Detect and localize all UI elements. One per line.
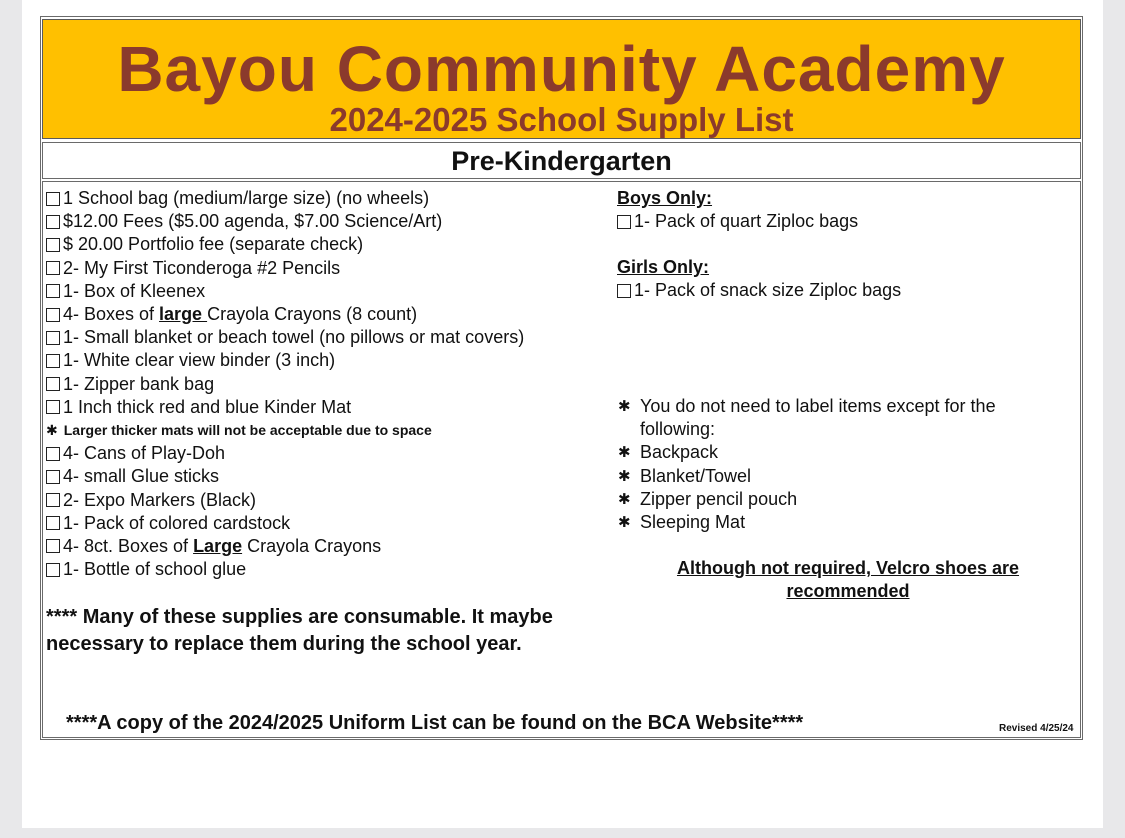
asterisk-bullet-icon: ✱ xyxy=(618,398,631,415)
supply-item-text: 2- Expo Markers (Black) xyxy=(63,489,257,510)
supply-item-label xyxy=(63,210,442,233)
asterisk-bullet-icon: ✱ xyxy=(618,444,631,462)
supply-item xyxy=(46,558,606,581)
supply-item-text: $ 20.00 Portfolio fee (separate check) xyxy=(63,234,364,255)
supply-note-text: Larger thicker mats will not be acceptable due to space xyxy=(63,421,432,438)
supply-item xyxy=(46,233,606,256)
supply-item xyxy=(46,187,606,210)
gender-specific-supplies xyxy=(617,187,1057,302)
supply-item xyxy=(46,396,606,419)
checkbox-icon xyxy=(46,331,60,345)
supply-item-text: 1- Bottle of school glue xyxy=(63,559,247,580)
grade-heading: Pre-Kindergarten xyxy=(42,142,1081,179)
supply-item-label xyxy=(63,349,335,372)
school-name: Bayou Community Academy xyxy=(117,33,1006,105)
girls-heading: Girls Only: xyxy=(617,257,710,277)
supply-item-text: Crayola Crayons xyxy=(242,535,382,556)
list-title: 2024-2025 School Supply List xyxy=(329,101,794,138)
supply-item xyxy=(46,373,606,396)
supply-item-label xyxy=(63,257,340,280)
velcro-note: Although not required, Velcro shoes are recommended xyxy=(676,558,1020,601)
boys-heading: Boys Only: xyxy=(617,188,713,208)
supply-item-label xyxy=(63,187,429,210)
supply-item xyxy=(46,535,606,558)
supply-note xyxy=(46,419,606,442)
supply-item xyxy=(46,257,606,280)
checkbox-icon xyxy=(46,400,60,414)
label-instructions xyxy=(618,395,1048,534)
supply-item-emphasis: large xyxy=(159,304,208,325)
supply-item xyxy=(46,465,606,488)
uniform-note: ****A copy of the 2024/2025 Uniform List can be found on the BCA Website**** xyxy=(66,712,804,734)
checkbox-icon xyxy=(46,308,60,322)
label-item xyxy=(618,511,1048,534)
asterisk-bullet-icon: ✱ xyxy=(46,421,58,438)
supply-item-text: 1- Pack of colored cardstock xyxy=(63,512,291,533)
supply-item-text: $12.00 Fees ($5.00 agenda, $7.00 Science/Art) xyxy=(63,211,443,232)
girls-item-label: 1- Pack of snack size Ziploc bags xyxy=(634,280,902,300)
supply-item-label xyxy=(63,512,290,535)
supply-item-label xyxy=(63,233,363,256)
supply-item-text: 1- Box of Kleenex xyxy=(63,280,206,301)
supply-item-label xyxy=(63,303,417,326)
supply-item-text: 4- 8ct. Boxes of xyxy=(63,535,194,556)
checkbox-icon xyxy=(46,539,60,553)
label-item xyxy=(618,488,1048,511)
supply-item-label xyxy=(63,326,524,349)
boys-item-label: 1- Pack of quart Ziploc bags xyxy=(634,211,859,231)
supply-item xyxy=(46,326,606,349)
label-item-text: Backpack xyxy=(640,442,719,463)
supply-item-label xyxy=(63,558,246,581)
supply-item-label xyxy=(63,280,205,303)
supply-list xyxy=(46,187,606,581)
supply-item-text: 1- Small blanket or beach towel (no pillows or mat covers) xyxy=(63,327,525,348)
supply-item xyxy=(46,488,606,511)
supply-item-text: 1- Zipper bank bag xyxy=(63,373,215,394)
supply-item-label xyxy=(63,396,351,419)
supply-item-label xyxy=(63,489,256,512)
label-item-text: Zipper pencil pouch xyxy=(640,488,798,509)
checkbox-icon xyxy=(46,215,60,229)
supply-item-text: 4- small Glue sticks xyxy=(63,466,220,487)
supply-item xyxy=(46,512,606,535)
supply-item-text: Crayola Crayons (8 count) xyxy=(207,304,418,325)
checkbox-icon xyxy=(46,377,60,391)
checkbox-icon xyxy=(46,447,60,461)
supply-item-text: 2- My First Ticonderoga #2 Pencils xyxy=(63,257,341,278)
supply-item-label xyxy=(63,373,214,396)
label-item-text: Sleeping Mat xyxy=(640,512,746,533)
supply-item xyxy=(46,303,606,326)
label-item xyxy=(618,441,1048,464)
label-intro xyxy=(618,395,1048,441)
asterisk-bullet-icon: ✱ xyxy=(618,490,631,508)
checkbox-icon xyxy=(46,516,60,530)
supply-item-label xyxy=(63,442,225,465)
boys-item xyxy=(617,210,1057,233)
checkbox-icon xyxy=(46,261,60,275)
supply-item xyxy=(46,349,606,372)
asterisk-bullet-icon: ✱ xyxy=(618,514,631,532)
checkbox-icon xyxy=(46,284,60,298)
checkbox-icon xyxy=(46,563,60,577)
consumable-note: **** Many of these supplies are consumable. It maybe necessary to replace them during the school year. xyxy=(46,606,553,655)
supply-item-text: 1 Inch thick red and blue Kinder Mat xyxy=(63,396,352,417)
supply-item-text: 4- Boxes of xyxy=(63,304,160,325)
supply-item-emphasis: Large xyxy=(193,535,243,556)
label-item xyxy=(618,465,1048,488)
supply-item xyxy=(46,280,606,303)
checkbox-icon xyxy=(46,238,60,252)
supply-item-label xyxy=(63,465,219,488)
supply-item-text: 1 School bag (medium/large size) (no wheels) xyxy=(63,188,430,209)
checkbox-icon xyxy=(46,493,60,507)
supply-item-label xyxy=(63,535,381,558)
supply-item xyxy=(46,442,606,465)
checkbox-icon xyxy=(617,284,631,298)
girls-item xyxy=(617,279,1057,302)
supply-item xyxy=(46,210,606,233)
checkbox-icon xyxy=(46,192,60,206)
label-intro-text: You do not need to label items except for the following: xyxy=(640,396,996,440)
supply-item-text: 1- White clear view binder (3 inch) xyxy=(63,350,336,371)
supply-item-text: 4- Cans of Play-Doh xyxy=(63,443,226,464)
header-banner xyxy=(42,19,1081,139)
checkbox-icon xyxy=(617,215,631,229)
label-item-text: Blanket/Towel xyxy=(640,465,752,486)
checkbox-icon xyxy=(46,354,60,368)
checkbox-icon xyxy=(46,470,60,484)
asterisk-bullet-icon: ✱ xyxy=(618,467,631,485)
revised-date: Revised 4/25/24 xyxy=(999,723,1074,734)
